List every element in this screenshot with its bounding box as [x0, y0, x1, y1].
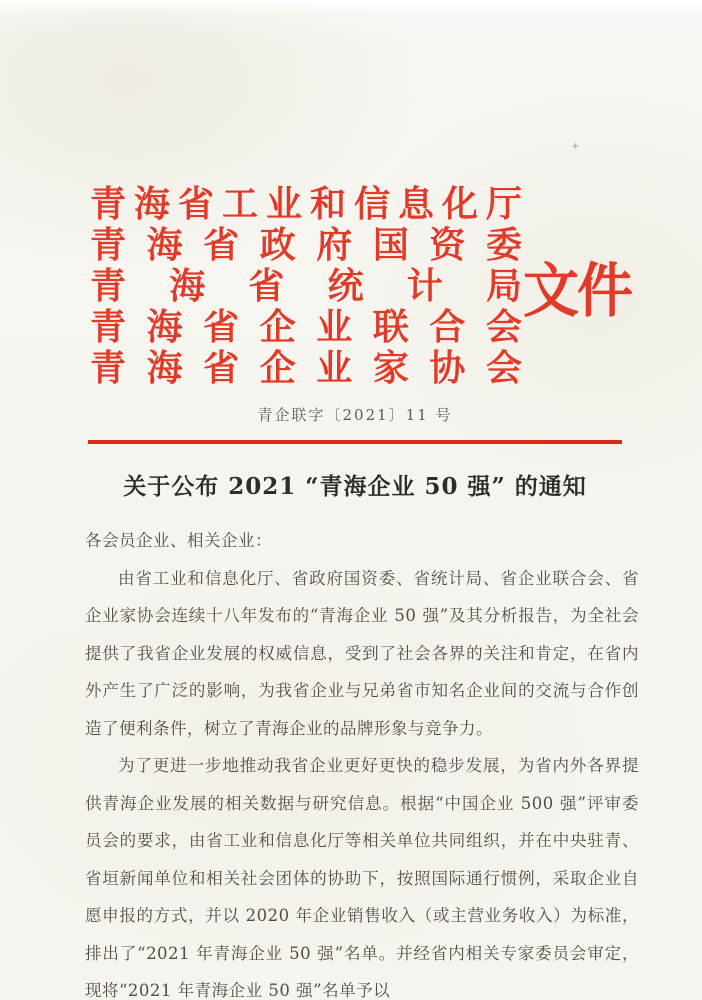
agency-name: 青海省企业家协会: [90, 347, 522, 389]
document-number: 青企联字〔2021〕11 号: [257, 406, 453, 424]
scan-registration-mark: +: [571, 141, 580, 152]
salutation: 各会员企业、相关企业：: [85, 531, 272, 550]
agency-names: [90, 184, 522, 389]
letterhead: [90, 184, 631, 389]
document-label: 文件: [523, 257, 631, 326]
body-paragraph-1: 由省工业和信息化厅、省政府国资委、省统计局、省企业联合会、省企业家协会连续十八年发布的“青海企业 50 强”及其分析报告，为全社会提供了我省企业发展的权威信息，受到了社会各界的关注和肯定，在省内外产生了广泛的影响，为我省企业与兄弟省市知名企业间的交流与合作创造了便利条件，树立了青海企业的品牌形象与竞争力。: [85, 568, 639, 738]
red-divider-line: [88, 440, 622, 444]
agency-name: 青海省统计局: [90, 265, 522, 307]
agency-name: 青海省企业联合会: [90, 306, 522, 348]
body-paragraph-2: 为了更进一步地推动我省企业更好更快的稳步发展，为省内外各界提供青海企业发展的相关数据与研究信息。根据“中国企业 500 强”评审委员会的要求，由省工业和信息化厅等相关单位共同组织，并在中央驻青、省垣新闻单位和相关社会团体的协助下，按照国际通行惯例，采取企业自愿申报的方式，并以 2020 年企业销售收入（或主营业务收入）为标准，排出了“2021 年青海企业 50 强”名单。并经省内相关专家委员会审定，现将“2021 年青海企业 50 强”名单予以: [85, 756, 639, 1000]
document-body: [85, 522, 639, 1000]
agency-name: 青海省工业和信息化厅: [90, 183, 522, 225]
agency-name: 青海省政府国资委: [90, 224, 522, 266]
document-title: 关于公布 2021 “青海企业 50 强” 的通知: [123, 473, 587, 500]
